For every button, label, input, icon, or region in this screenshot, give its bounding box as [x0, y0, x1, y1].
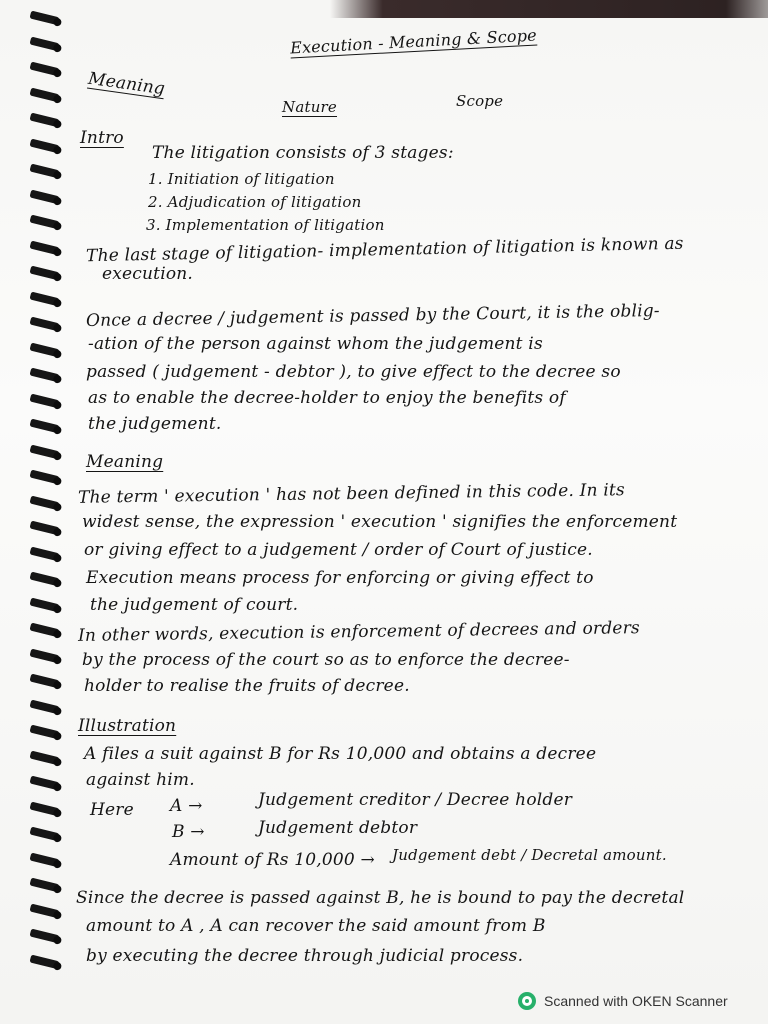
spiral-binding — [30, 14, 64, 984]
spiral-ring — [29, 444, 60, 459]
para1-line-1: The last stage of litigation- implementation of litigation is known as — [85, 233, 684, 267]
illustration-line-1: A files a suit against B for Rs 10,000 and obtains a decree — [84, 744, 597, 764]
illustration-here: Here — [90, 800, 134, 820]
illustration-row-2-right: Judgement debtor — [258, 818, 418, 838]
spiral-ring — [29, 265, 60, 280]
para2-line-1: Once a decree / judgement is passed by the Court, it is the oblig- — [85, 300, 660, 332]
spiral-ring — [29, 903, 60, 918]
scope-heading: Scope — [456, 92, 504, 110]
spiral-ring — [29, 240, 60, 255]
spiral-ring — [29, 954, 60, 969]
para5-line-3: by executing the decree through judicial process. — [86, 946, 524, 966]
illustration-row-1-right: Judgement creditor / Decree holder — [258, 790, 573, 810]
intro-label: Intro — [80, 128, 124, 148]
spiral-ring — [29, 622, 60, 637]
spiral-ring — [29, 852, 60, 867]
spiral-ring — [29, 367, 60, 382]
spiral-ring — [29, 291, 60, 306]
spiral-ring — [29, 316, 60, 331]
para3-line-5: the judgement of court. — [90, 595, 299, 615]
spiral-ring — [29, 189, 60, 204]
spiral-ring — [29, 495, 60, 510]
para5-line-2: amount to A , A can recover the said amount from B — [86, 916, 546, 936]
spiral-ring — [29, 826, 60, 841]
page-top-shadow — [330, 0, 768, 18]
spiral-ring — [29, 571, 60, 586]
spiral-ring — [29, 546, 60, 561]
para3-line-3: or giving effect to a judgement / order of Court of justice. — [84, 540, 593, 560]
meaning2-heading: Meaning — [86, 452, 164, 472]
spiral-ring — [29, 138, 60, 153]
spiral-ring — [29, 699, 60, 714]
para2-line-2: -ation of the person against whom the judgement is — [88, 334, 543, 354]
para4-line-1: In other words, execution is enforcement of decrees and orders — [77, 618, 641, 646]
para2-line-4: as to enable the decree-holder to enjoy the benefits of — [88, 388, 566, 408]
spiral-ring — [29, 775, 60, 790]
illustration-heading: Illustration — [78, 716, 177, 736]
spiral-ring — [29, 342, 60, 357]
page-title: Execution - Meaning & Scope — [289, 25, 538, 58]
spiral-ring — [29, 214, 60, 229]
spiral-ring — [29, 469, 60, 484]
para3-line-4: Execution means process for enforcing or giving effect to — [86, 568, 594, 588]
spiral-ring — [29, 928, 60, 943]
para3-line-2: widest sense, the expression ' execution ' signifies the enforcement — [82, 512, 678, 532]
illustration-row-3-right: Judgement debt / Decretal amount. — [392, 846, 667, 864]
stage-2: 2. Adjudication of litigation — [148, 193, 362, 211]
illustration-line-2: against him. — [86, 770, 195, 790]
spiral-ring — [29, 36, 60, 51]
spiral-ring — [29, 648, 60, 663]
para2-line-3: passed ( judgement - debtor ), to give effect to the decree so — [86, 362, 621, 382]
intro-line: The litigation consists of 3 stages: — [152, 143, 454, 163]
spiral-ring — [29, 163, 60, 178]
meaning-heading: Meaning — [86, 68, 167, 100]
para3-line-1: The term ' execution ' has not been defined in this code. In its — [77, 480, 626, 508]
spiral-ring — [29, 597, 60, 612]
para4-line-3: holder to realise the fruits of decree. — [84, 676, 410, 696]
nature-heading: Nature — [282, 98, 338, 116]
scanner-watermark — [518, 990, 728, 1012]
spiral-ring — [29, 87, 60, 102]
scanner-watermark-text: Scanned with OKEN Scanner — [544, 993, 728, 1009]
spiral-ring — [29, 724, 60, 739]
spiral-ring — [29, 673, 60, 688]
spiral-ring — [29, 10, 60, 25]
oken-scanner-logo-icon — [518, 992, 536, 1010]
illustration-row-1-left: A → — [170, 796, 203, 816]
stage-3: 3. Implementation of litigation — [146, 216, 385, 234]
para4-line-2: by the process of the court so as to enforce the decree- — [82, 650, 570, 670]
spiral-ring — [29, 61, 60, 76]
spiral-ring — [29, 520, 60, 535]
spiral-ring — [29, 112, 60, 127]
stage-1: 1. Initiation of litigation — [148, 170, 335, 188]
spiral-ring — [29, 750, 60, 765]
spiral-ring — [29, 418, 60, 433]
spiral-ring — [29, 877, 60, 892]
spiral-ring — [29, 801, 60, 816]
para5-line-1: Since the decree is passed against B, he is bound to pay the decretal — [76, 888, 685, 908]
spiral-ring — [29, 393, 60, 408]
illustration-row-2-left: B → — [172, 822, 205, 842]
para2-line-5: the judgement. — [88, 414, 222, 434]
para1-line-2: execution. — [102, 264, 194, 284]
illustration-row-3-left: Amount of Rs 10,000 → — [170, 850, 375, 870]
